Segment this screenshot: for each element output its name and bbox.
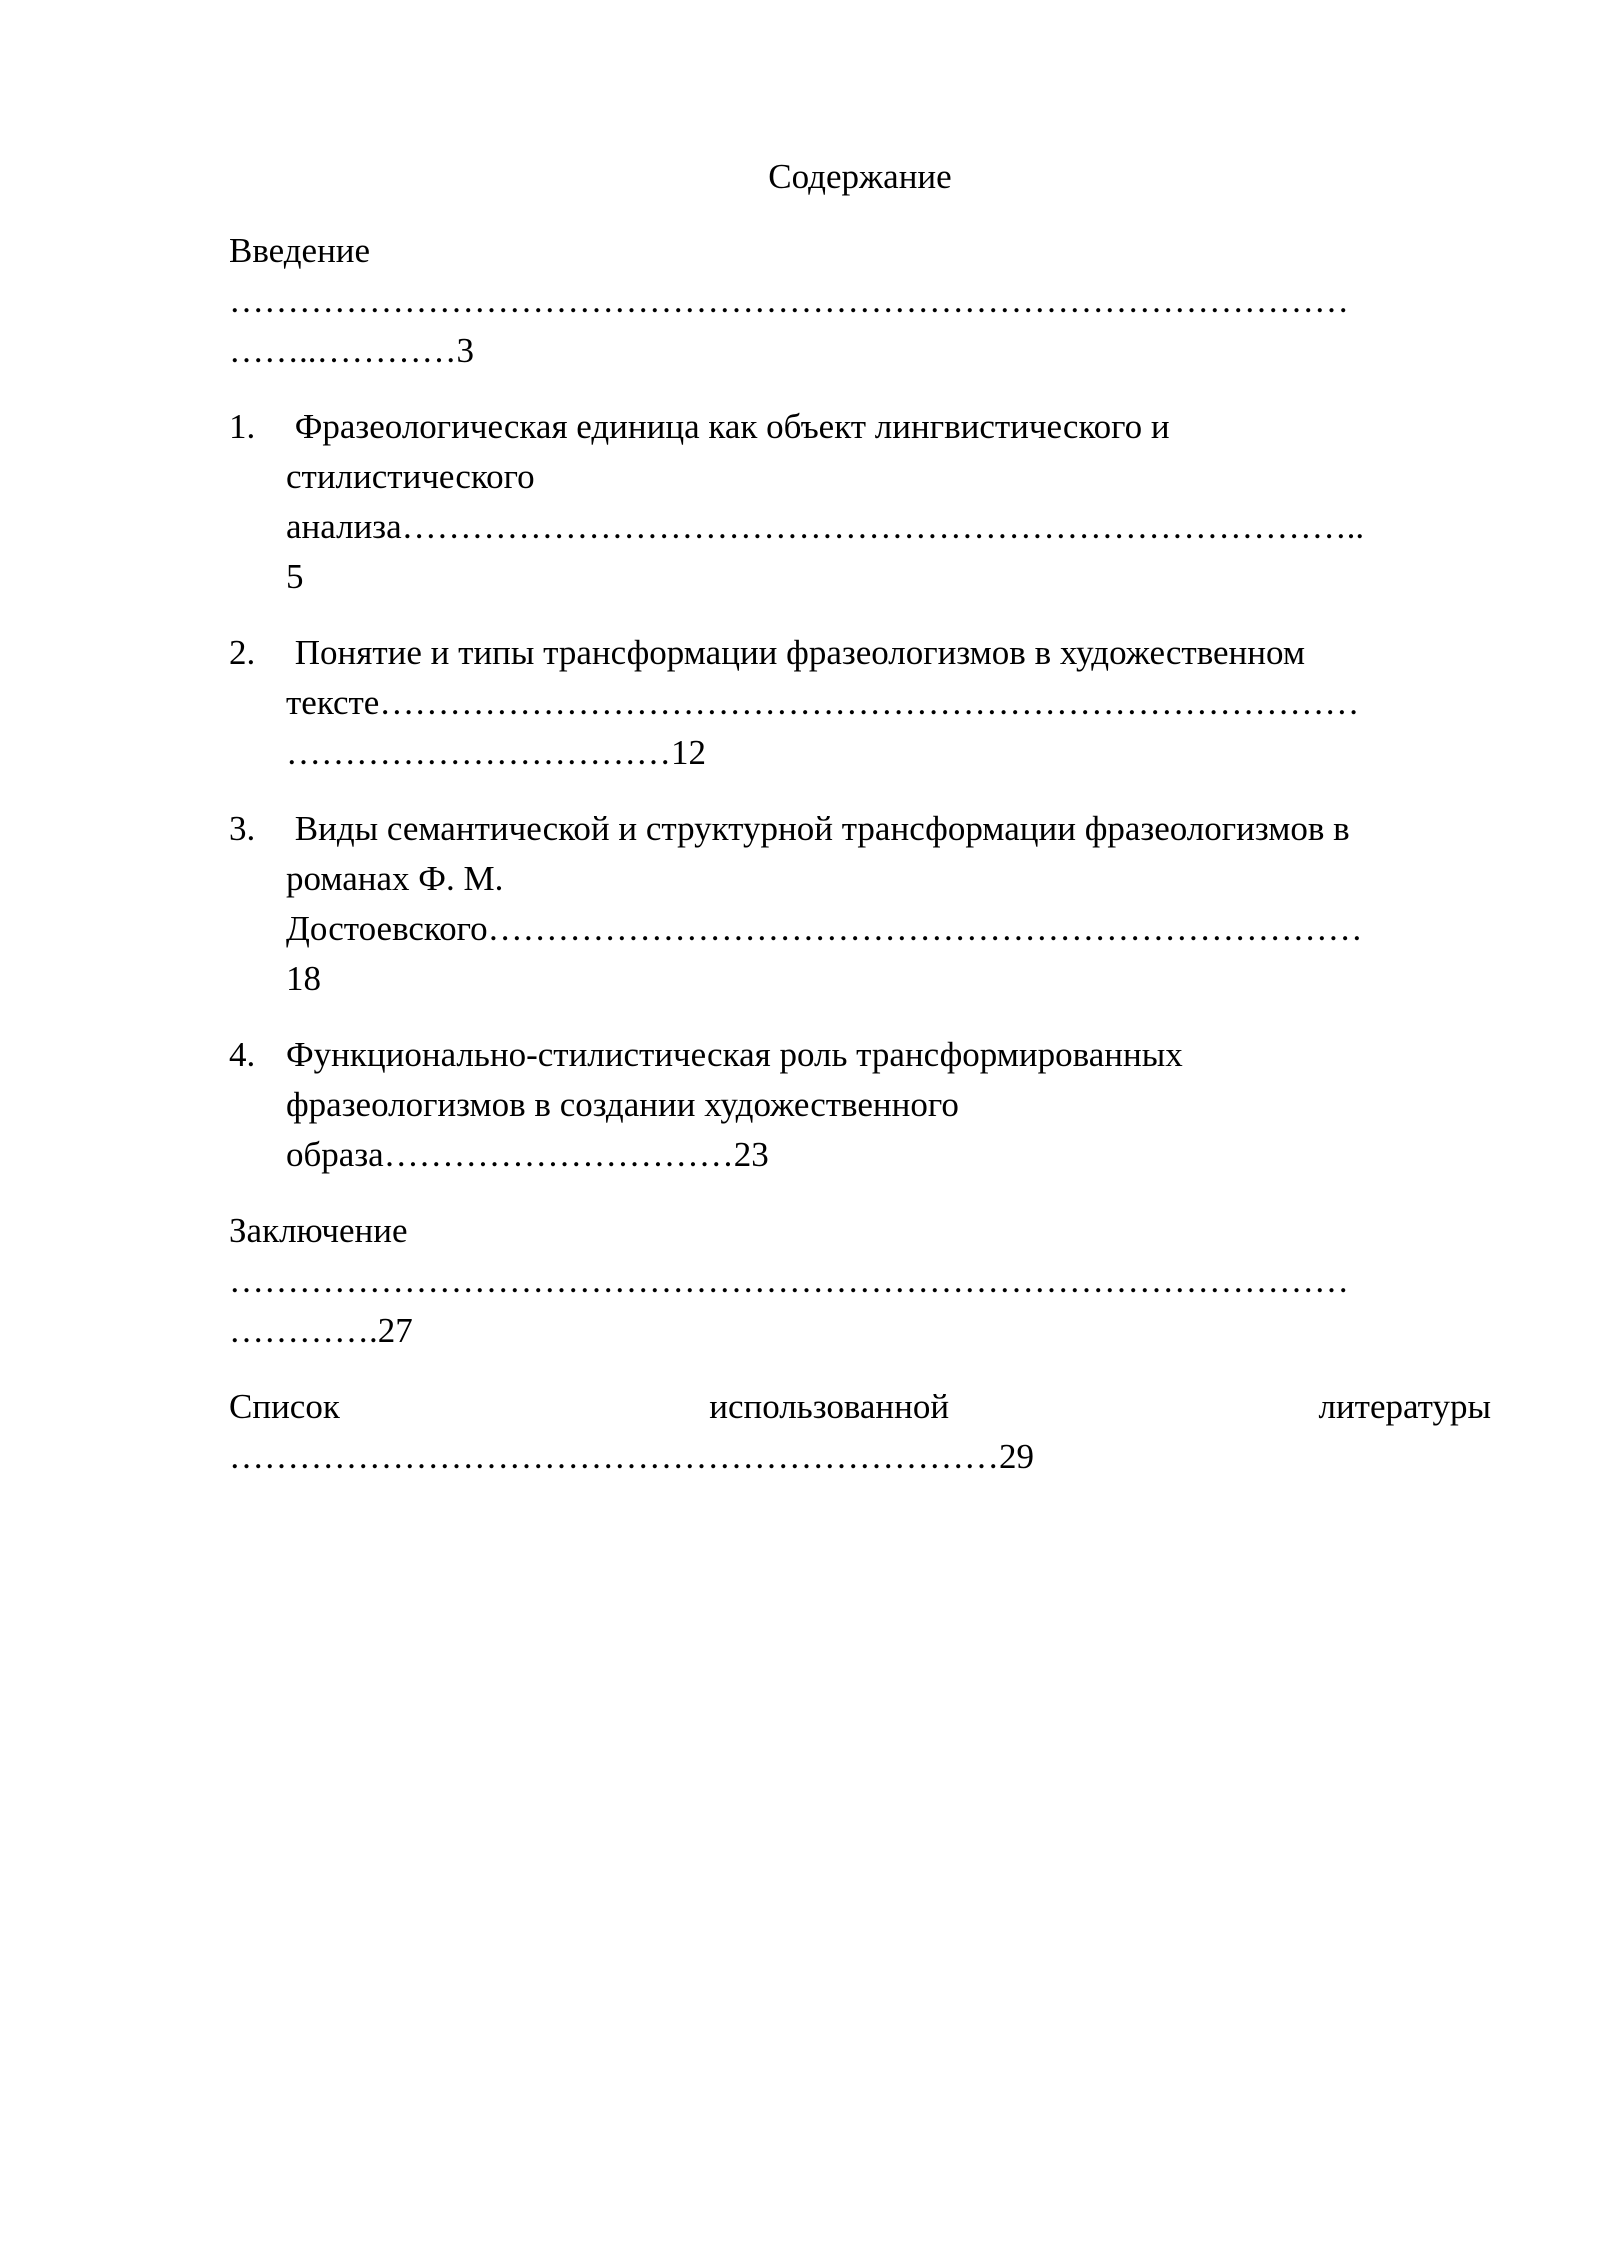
toc-leader-dots: …………………………………………………………………………………… (229, 281, 1349, 320)
toc-page-number: ……..…………3 (229, 331, 474, 370)
toc-entry-text: Виды семантической и структурной трансформации фразеологизмов в (286, 809, 1350, 848)
toc-entry-text: романах Ф. М. (286, 859, 504, 898)
toc-entry-text: Понятие и типы трансформации фразеологизмов в художественном (286, 633, 1305, 672)
toc-entry-chapter-1 (229, 402, 1491, 602)
toc-entry-text: Введение (229, 231, 371, 270)
toc-entry-introduction (229, 226, 1491, 376)
toc-page-number: образа…………………………23 (286, 1135, 769, 1174)
bibliography-word: Список (229, 1387, 340, 1426)
toc-page-number: ……………………………12 (286, 733, 706, 772)
toc-entry-bibliography (229, 1382, 1491, 1482)
toc-entry-chapter-4 (229, 1030, 1491, 1180)
toc-entry-chapter-2 (229, 628, 1491, 778)
toc-entry-number: 2. (229, 633, 256, 672)
bibliography-word: использованной (709, 1387, 950, 1426)
toc-page-number: 18 (286, 959, 321, 998)
table-of-contents (229, 226, 1491, 1508)
toc-entry-number: 3. (229, 809, 256, 848)
toc-leader-dots: тексте………………………………………………………………………… (286, 683, 1360, 722)
toc-entry-text: фразеологизмов в создании художественного (286, 1085, 959, 1124)
toc-page-number: ………….27 (229, 1311, 413, 1350)
toc-entry-text: стилистического (286, 457, 535, 496)
toc-entry-conclusion (229, 1206, 1491, 1356)
toc-entry-number: 1. (229, 407, 256, 446)
toc-leader-dots: Достоевского………………………………………………………………… (286, 909, 1363, 948)
bibliography-word: литературы (1318, 1387, 1491, 1426)
toc-entry-chapter-3 (229, 804, 1491, 1004)
toc-page-number: …………………………………………………………29 (229, 1437, 1034, 1476)
toc-entry-text (229, 1382, 1491, 1432)
toc-entry-text: Функционально-стилистическая роль трансформированных (286, 1035, 1183, 1074)
toc-entry-text: Заключение (229, 1211, 408, 1250)
page-title: Содержание (768, 157, 952, 196)
toc-page-number: 5 (286, 557, 304, 596)
toc-entry-number: 4. (229, 1035, 256, 1074)
toc-entry-text: Фразеологическая единица как объект лингвистического и (286, 407, 1170, 446)
toc-leader-dots: анализа……………………………………………………………………….. (286, 507, 1365, 546)
toc-leader-dots: …………………………………………………………………………………… (229, 1261, 1349, 1300)
